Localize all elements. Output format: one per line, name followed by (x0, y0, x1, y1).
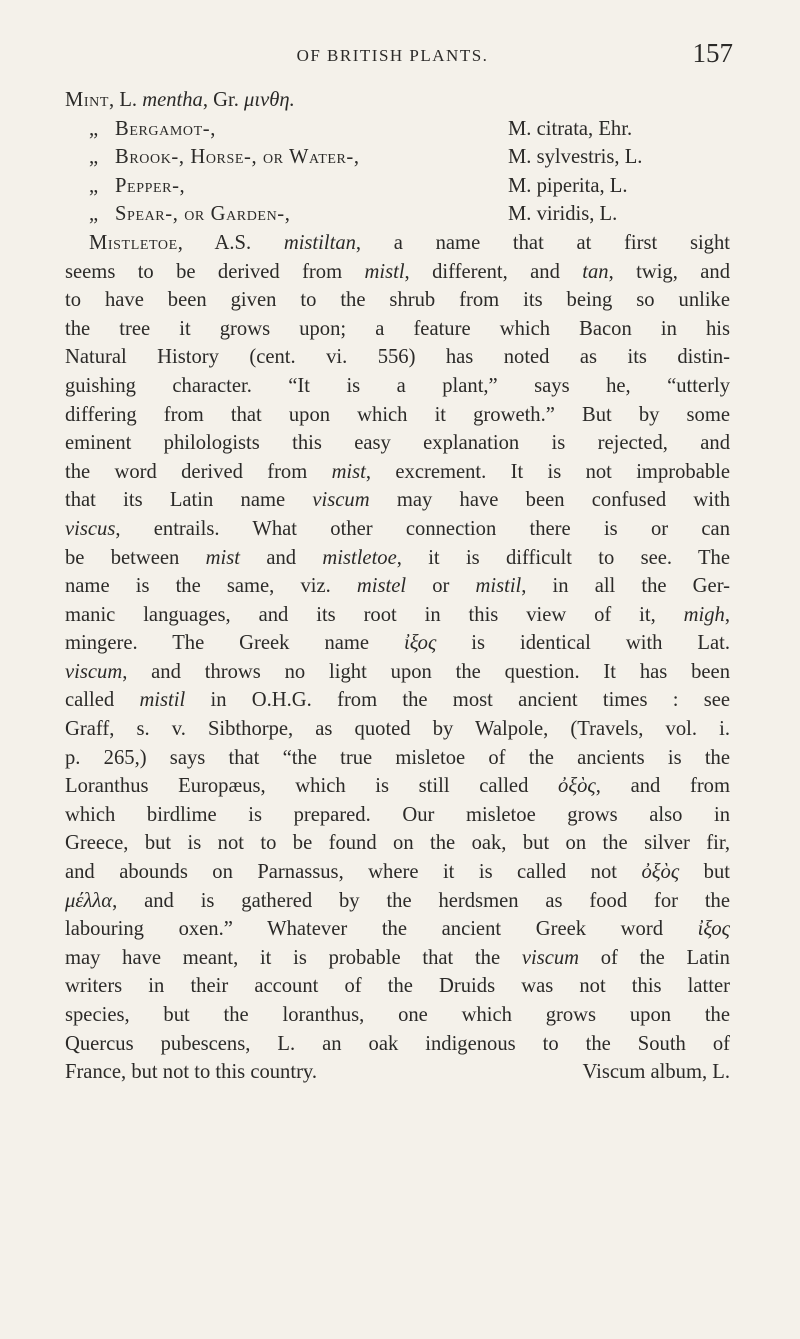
text-line: may have meant, it is probable that the viscum of the Latin (65, 946, 730, 969)
variety-name: Pepper-, (115, 174, 186, 197)
running-head (80, 38, 733, 68)
text-line: be between mist and mistletoe, it is difficult to see. The (65, 546, 730, 569)
text-line: seems to be derived from mistl, different, and tan, twig, and (65, 260, 730, 283)
text-line: μέλλα, and is gathered by the herdsmen as food for the (65, 889, 730, 912)
variety-name: Bergamot-, (115, 117, 216, 140)
text-line: name is the same, viz. mistel or mistil, in all the Ger- (65, 575, 730, 598)
variety-row (65, 200, 730, 229)
text-line: Loranthus Europæus, which is still called ὀξὸς, and from (65, 775, 730, 798)
text-line: manic languages, and its root in this view of it, migh, (65, 603, 730, 626)
variety-botanical: M. viridis, L. (508, 203, 618, 226)
text-line: p. 265,) says that “the true misletoe of the ancients is the (65, 746, 730, 769)
variety-row (65, 172, 730, 201)
text-line: Natural History (cent. vi. 556) has noted as its distin- (65, 346, 730, 369)
text-line: the tree it grows upon; a feature which Bacon in his (65, 317, 730, 340)
variety-row (65, 115, 730, 144)
text-line: which birdlime is prepared. Our misletoe grows also in (65, 803, 730, 826)
botanical-name: Viscum album, L. (582, 1061, 730, 1084)
text-line: Graff, s. v. Sibthorpe, as quoted by Walpole, (Travels, vol. i. (65, 718, 730, 741)
text-line: eminent philologists this easy explanation is rejected, and (65, 432, 730, 455)
ditto-mark: „ (89, 117, 99, 140)
text-line: Greece, but is not to be found on the oak, but on the silver fir, (65, 832, 730, 855)
body-text (65, 86, 730, 1087)
variety-botanical: M. piperita, L. (508, 174, 628, 197)
text-line: the word derived from mist, excrement. It is not improbable (65, 460, 730, 483)
text-line: and abounds on Parnassus, where it is called not ὀξὸς but (65, 861, 730, 884)
text-line: called mistil in O.H.G. from the most ancient times : see (65, 689, 731, 712)
running-title: OF BRITISH PLANTS. (296, 46, 489, 65)
text-line: mingere. The Greek name ἰξος is identical with Lat. (65, 632, 731, 655)
mistletoe-headword: Mistletoe (89, 231, 178, 254)
text-line: that its Latin name viscum may have been confused with (65, 489, 730, 512)
mistletoe-line: Mistletoe, A.S. mistiltan, a name that at first sight (89, 231, 730, 254)
text-line: viscum, and throws no light upon the question. It has been (65, 660, 730, 683)
mint-headline: Mint, L. mentha, Gr. μινθη. (65, 89, 295, 111)
variety-name: Brook-, Horse-, or Water-, (115, 146, 360, 169)
text-line: to have been given to the shrub from its being so unlike (65, 289, 730, 312)
text-line: Quercus pubescens, L. an oak indigenous to the South of (65, 1032, 730, 1055)
text-line: differing from that upon which it groweth.” But by some (65, 403, 730, 426)
text-line: France, but not to this country. Viscum album, L. (65, 1058, 730, 1087)
ditto-mark: „ (89, 174, 99, 197)
ditto-mark: „ (89, 146, 99, 169)
page-number: 157 (692, 38, 733, 68)
text-line: guishing character. “It is a plant,” says he, “utterly (65, 374, 730, 397)
variety-botanical: M. sylvestris, L. (508, 146, 643, 169)
text-line: species, but the loranthus, one which grows upon the (65, 1004, 730, 1026)
text-line: writers in their account of the Druids was not this latter (65, 975, 730, 998)
ditto-mark: „ (89, 203, 99, 226)
variety-name: Spear-, or Garden-, (115, 203, 291, 226)
mint-headword: Mint (65, 89, 110, 111)
text-line: labouring oxen.” Whatever the ancient Greek word ἰξος (65, 918, 730, 941)
variety-row (65, 143, 730, 172)
text-line: viscus, entrails. What other connection there is or can (65, 517, 730, 540)
variety-botanical: M. citrata, Ehr. (508, 117, 633, 140)
